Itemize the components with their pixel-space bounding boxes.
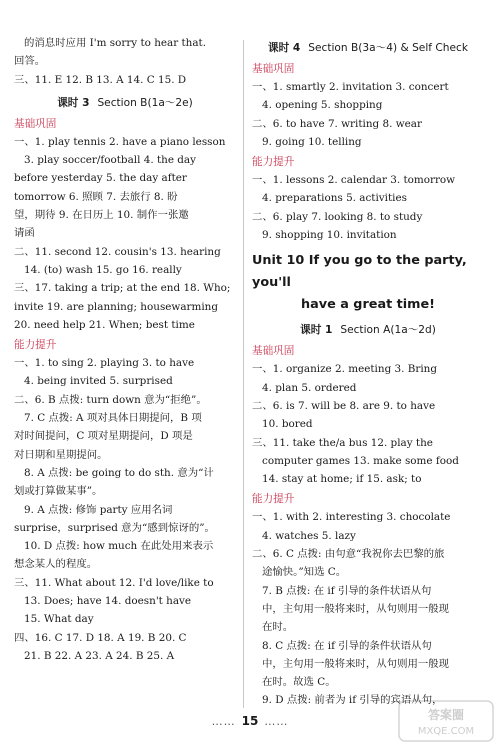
answer-line: 8. A 点拨: be going to do sth. 意为“计	[24, 466, 214, 479]
answer-line: 14. stay at home; if 15. ask; to	[262, 473, 422, 486]
right-improve2-lines	[252, 508, 484, 709]
answer-line: 10. bored	[262, 418, 313, 431]
answer-line: 一、1. play tennis 2. have a piano lesson	[14, 135, 226, 148]
answer-line: 4. watches 5. lazy	[262, 529, 356, 542]
answer-line: 三、11. E 12. B 13. A 14. C 15. D	[14, 73, 187, 86]
footer-dots-right: ……	[264, 715, 289, 728]
answer-line: 途愉快。”知选 C。	[262, 566, 347, 579]
answer-line: 4. opening 5. shopping	[262, 99, 383, 112]
answer-line: 9. D 点拨: 前者为 if 引导的宾语从句，	[262, 694, 443, 707]
answer-line: 对日期和星期提问。	[14, 448, 108, 461]
answer-line: before yesterday 5. the day after	[14, 172, 187, 185]
answer-line: computer games 13. make some food	[262, 454, 459, 467]
answer-line: 想念某人的程度。	[14, 558, 98, 571]
answer-line: 4. preparations 5. activities	[262, 192, 407, 205]
answer-line: 二、6. C 点拨: 由句意“我祝你去巴黎的旅	[252, 548, 445, 561]
left-column	[14, 34, 236, 665]
lesson-1-label: 课时 1	[300, 324, 333, 337]
answer-line: 三、11. take the/a bus 12. play the	[252, 436, 433, 449]
lesson-1-title: Section A(1a～2d)	[340, 324, 436, 337]
lesson-4-heading	[252, 38, 484, 58]
unit-10-title-line1: Unit 10 If you go to the party, you'll	[252, 253, 467, 291]
answer-line: 13. Does; have 14. doesn't have	[24, 595, 192, 608]
answer-line: 四、16. C 17. D 18. A 19. B 20. C	[14, 631, 187, 644]
svg-text:MXQE.COM: MXQE.COM	[417, 726, 475, 737]
answer-line: 中，主句用一般将来时，从句则用一般现	[262, 657, 450, 670]
answer-line: 21. B 22. A 23. A 24. B 25. A	[24, 649, 175, 662]
answer-line: 中，主句用一般将来时，从句则用一般现	[262, 602, 450, 615]
lesson-3-heading	[14, 93, 236, 113]
answer-line: 二、11. second 12. cousin's 13. hearing	[14, 245, 221, 258]
answer-line: 一、1. organize 2. meeting 3. Bring	[252, 363, 438, 376]
answer-line: 划或打算做某事”。	[14, 485, 103, 498]
answer-line: surprise，surprised 意为“感到惊讶的”。	[14, 521, 215, 534]
answer-line: 在时。	[262, 621, 294, 634]
answer-line: 7. B 点拨: 在 if 引导的条件状语从句	[262, 584, 432, 597]
answer-line: 三、11. What about 12. I'd love/like to	[14, 576, 214, 589]
answer-line: 二、6. to have 7. writing 8. wear	[252, 117, 422, 130]
left-improve-lines	[14, 354, 236, 665]
answer-line: 望，期待 9. 在日历上 10. 制作一张邀	[14, 209, 189, 222]
section-heading-improve-r: 能力提升	[252, 156, 295, 169]
answer-line: invite 19. are planning; housewarming	[14, 300, 218, 313]
watermark-logo	[398, 700, 494, 742]
answer-line: 7. C 点拨: A 项对具体日期提问，B 项	[24, 412, 202, 425]
answer-line: 二、6. play 7. looking 8. to study	[252, 210, 423, 223]
answer-line: 3. play soccer/football 4. the day	[24, 154, 196, 167]
svg-text:答案圈: 答案圈	[427, 708, 465, 722]
lesson-1-heading	[252, 320, 484, 340]
answer-line: 二、6. B 点拨: turn down 意为“拒绝”。	[14, 393, 207, 406]
answer-line: 9. A 点拨: 修饰 party 应用名词	[24, 503, 173, 516]
section-heading-improve-r2: 能力提升	[252, 493, 295, 506]
answer-line: 三、17. taking a trip; at the end 18. Who;	[14, 282, 231, 295]
answer-line: tomorrow 6. 照顾 7. 去旅行 8. 盼	[14, 190, 178, 203]
answer-line: 一、1. smartly 2. invitation 3. concert	[252, 81, 449, 93]
right-basic-lines	[252, 78, 484, 151]
answer-line: 一、1. lessons 2. calendar 3. tomorrow	[252, 174, 456, 187]
lesson-4-title: Section B(3a～4) & Self Check	[308, 42, 468, 54]
answer-line: 9. shopping 10. invitation	[262, 229, 397, 242]
section-heading-basic-r: 基础巩固	[252, 63, 295, 75]
lesson-3-label: 课时 3	[57, 96, 90, 109]
answer-line: 20. need help 21. When; best time	[14, 318, 195, 331]
lesson-3-title: Section B(1a～2e)	[97, 96, 193, 109]
left-intro-lines	[14, 34, 236, 89]
answer-line: 15. What day	[24, 613, 94, 626]
answer-line: 请函	[14, 227, 35, 240]
answer-line: 一、1. to sing 2. playing 3. to have	[14, 357, 195, 370]
right-column	[252, 38, 484, 710]
answer-line: 9. going 10. telling	[262, 135, 362, 148]
right-improve-lines	[252, 171, 484, 244]
answer-line: 14. (to) wash 15. go 16. really	[24, 263, 182, 276]
answer-line: 4. being invited 5. surprised	[24, 375, 173, 388]
section-heading-improve: 能力提升	[14, 339, 57, 352]
left-basic-lines	[14, 133, 236, 334]
column-divider	[243, 40, 244, 708]
answer-line: 4. plan 5. ordered	[262, 381, 357, 394]
answer-line: 二、6. is 7. will be 8. are 9. to have	[252, 399, 436, 412]
answer-line: 对时间提问，C 项对星期提问，D 项是	[14, 430, 193, 443]
section-heading-basic-r2: 基础巩固	[252, 345, 295, 358]
page-number: 15	[241, 714, 259, 728]
answer-line: 的消息时应用 I'm sorry to hear that.	[24, 37, 207, 49]
section-heading-basic: 基础巩固	[14, 117, 57, 130]
answer-line: 一、1. with 2. interesting 3. chocolate	[252, 511, 451, 524]
answer-line: 8. C 点拨: 在 if 引导的条件状语从句	[262, 639, 432, 652]
answer-line: 回答。	[14, 55, 46, 68]
unit-10-title-line2: have a great time!	[300, 297, 436, 313]
lesson-4-label: 课时 4	[268, 42, 301, 54]
answer-line: 10. D 点拨: how much 在此处用来表示	[24, 540, 214, 553]
answer-line: 在时。故选 C。	[262, 676, 336, 689]
footer-dots-left: ……	[211, 715, 236, 728]
right-basic2-lines	[252, 360, 484, 488]
